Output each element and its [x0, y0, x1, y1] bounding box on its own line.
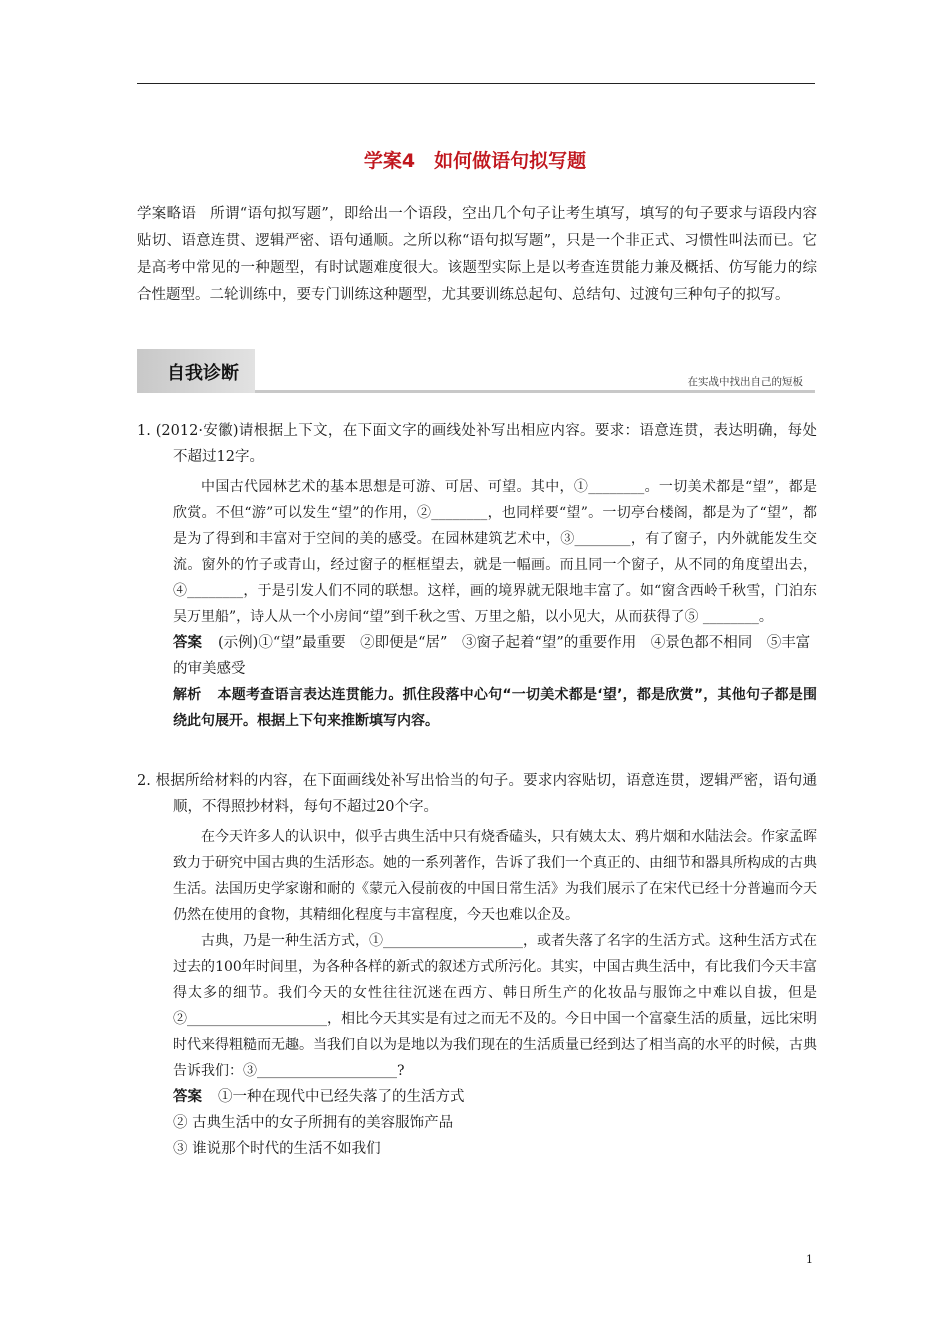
question-1-stem: 1. (2012·安徽)请根据上下文，在下面文字的画线处补写出相应内容。要求：语意连贯，表达明确，每处不超过12字。: [137, 423, 817, 465]
answer-line: [173, 1084, 817, 1110]
question-1-analysis: [137, 682, 817, 734]
question-1-answer: [137, 630, 817, 682]
header-rule: [137, 83, 815, 84]
answer-item: ①一种在现代中已经失落了的生活方式: [218, 1089, 465, 1105]
section-rule: [255, 390, 815, 393]
intro-paragraph: [137, 201, 817, 309]
question-2-passage: [137, 824, 817, 1084]
section-header: [137, 349, 815, 393]
answer-item: ② 古典生活中的女子所拥有的美容服饰产品: [173, 1115, 454, 1131]
question-2-passage-p2: 古典，乃是一种生活方式，①____________________，或者失落了名字的生活方式。这种生活方式在过去的100年时间里，为各种各样的新式的叙述方式所污化。其实，中国古典生活中，有比我们今天丰富得太多的细节。我们今天的女性往往沉迷在西方、韩日所生产的化妆品与服饰之中难以自拔，但是②____________________，相比今天其实是有过之而无不及的。今日中国一个富豪生活的质量，远比宋明时代来得粗糙而无趣。当我们自以为是地以为我们现在的生活质量已经到达了相当高的水平的时候，古典告诉我们：③____________________?: [173, 933, 817, 1079]
section-title: 自我诊断: [167, 363, 239, 384]
intro-lead: 学案略语: [137, 206, 197, 222]
question-2-stem: 2. 根据所给材料的内容，在下面画线处补写出恰当的句子。要求内容贴切，语意连贯，逻辑严密，语句通顺，不得照抄材料，每句不超过20个字。: [137, 773, 817, 815]
answer-label: 答案: [173, 1089, 202, 1105]
analysis-label: 解析: [173, 687, 202, 703]
page-number: 1: [806, 1253, 813, 1266]
page-title: 学案4 如何做语句拟写题: [363, 150, 587, 172]
answer-text: (示例)①“望”最重要 ②即便是“居” ③窗子起着“望”的重要作用 ④景色都不相同 ⑤丰富的审美感受: [173, 635, 811, 677]
question-2-answer: [137, 1084, 817, 1162]
analysis-text: 本题考查语言表达连贯能力。抓住段落中心句“一切美术都是‘望’，都是欣赏”，其他句子都是围绕此句展开。根据上下句来推断填写内容。: [173, 687, 818, 729]
question-2: [137, 768, 817, 1162]
section-subtitle: 在实战中找出自己的短板: [687, 376, 803, 388]
answer-label: 答案: [173, 635, 202, 651]
answer-item: ③ 谁说那个时代的生活不如我们: [173, 1141, 381, 1157]
question-1: [137, 418, 817, 734]
question-1-passage: [137, 474, 817, 630]
question-1-passage-text: 中国古代园林艺术的基本思想是可游、可居、可望。其中，①________。一切美术都是“望”，都是欣赏。不但“游”可以发生“望”的作用，②________，也同样要“望”。一切亭台楼阁，都是为了“望”，都是为了得到和丰富对于空间的美的感受。在园林建筑艺术中，③________，有了窗子，内外就能发生交流。窗外的竹子或青山，经过窗子的框框望去，就是一幅画。而且同一个窗子，从不同的角度望出去，④________，于是引发人们不同的联想。这样，画的境界就无限地丰富了。如“窗含西岭千秋雪，门泊东吴万里船”，诗人从一个小房间“望”到千秋之雪、万里之船，以小见大，从而获得了⑤ ________。: [173, 479, 817, 625]
question-2-passage-p1: 在今天许多人的认识中，似乎古典生活中只有烧香磕头，只有姨太太、鸦片烟和水陆法会。作家孟晖致力于研究中国古典的生活形态。她的一系列著作，告诉了我们一个真正的、由细节和器具所构成的古典生活。法国历史学家谢和耐的《蒙元入侵前夜的中国日常生活》为我们展示了在宋代已经十分普遍而今天仍然在使用的食物，其精细化程度与丰富程度，今天也难以企及。: [173, 829, 817, 923]
intro-text: 所谓“语句拟写题”，即给出一个语段，空出几个句子让考生填写，填写的句子要求与语段内容贴切、语意连贯、逻辑严密、语句通顺。之所以称“语句拟写题”，只是一个非正式、习惯性叫法而已。它是高考中常见的一种题型，有时试题难度很大。该题型实际上是以考查连贯能力兼及概括、仿写能力的综合性题型。二轮训练中，要专门训练这种题型，尤其要训练总起句、总结句、过渡句三种句子的拟写。: [137, 206, 817, 303]
